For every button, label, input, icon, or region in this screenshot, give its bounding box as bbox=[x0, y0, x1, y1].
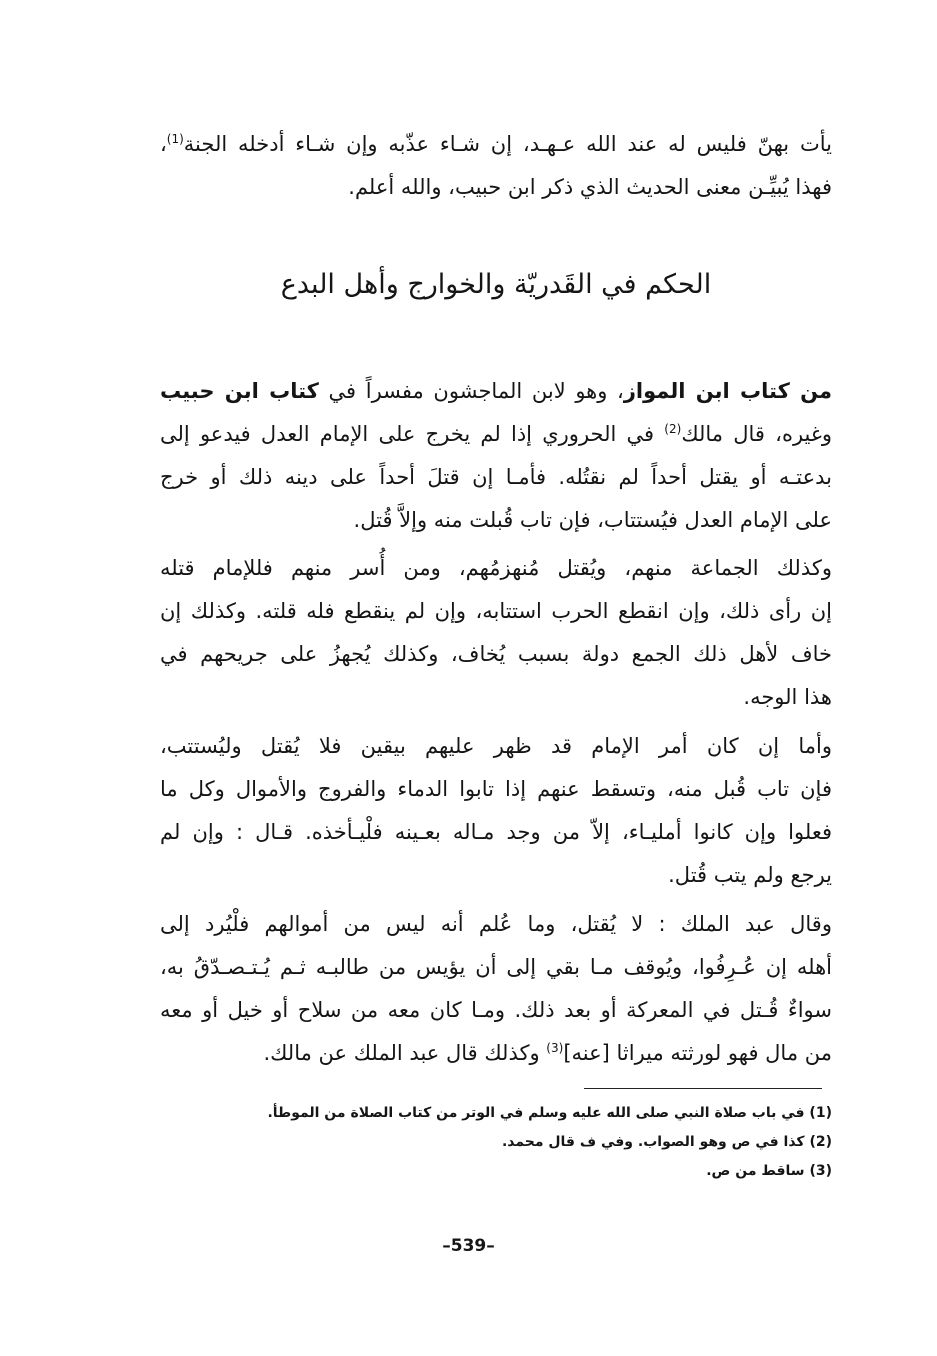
paragraph-4 bbox=[160, 903, 832, 1075]
paragraph-1 bbox=[160, 370, 832, 542]
section-heading: الحكم في القَدريّة والخوارج وأهل البدع bbox=[280, 269, 712, 300]
text-line: وكذلك الجماعة منهم، ويُقتل مُنهزمُهم، ومن أُسر منهم فللإمام قتله bbox=[160, 556, 832, 580]
footnote-marker: (2) bbox=[664, 422, 682, 436]
text-line: على الإمام العدل فيُستتاب، فإن تاب قُبلت منه وإلاَّ قُتل. bbox=[353, 508, 832, 532]
paragraph-3 bbox=[160, 725, 832, 897]
text-line: وغيره، قال مالك$^{(2)}$ في الحروري إذا لم يخرج على الإمام العدل فيدعو إلى bbox=[160, 422, 832, 446]
footnote-separator bbox=[584, 1088, 822, 1089]
footnotes bbox=[160, 1099, 832, 1186]
text-line: فإن تاب قُبل منه، وتسقط عنهم إذا تابوا الدماء والفروج والأموال وكل ما bbox=[160, 777, 832, 801]
text-line: وقال عبد الملك : لا يُقتل، وما عُلم أنه ليس من أموالهم فلْيُرد إلى bbox=[160, 912, 832, 936]
text-line: من مال فهو لورثته ميراثا [عنه]$^{(3)}$ وكذلك قال عبد الملك عن مالك. bbox=[263, 1041, 832, 1065]
text-line: فعلوا وإن كانوا أمليـاء، إلاّ من وجد مـاله بعـينه فلْيـأخذه. قـال : وإن لم bbox=[160, 820, 832, 844]
footnote-marker: (1) bbox=[166, 132, 184, 146]
text-line: سواءٌ قُـتل في المعركة أو بعد ذلك. ومـا كان معه من سلاح أو خيل أو معه bbox=[160, 998, 832, 1022]
paragraph-2 bbox=[160, 547, 832, 719]
footnote: (3) ساقط من ص. bbox=[706, 1163, 832, 1179]
text-line: وأما إن كان أمر الإمام قد ظهر عليهم بيقين فلا يُقتل وليُستتب، bbox=[160, 734, 832, 758]
top-paragraph bbox=[160, 123, 832, 209]
footnote: (1) في باب صلاة النبي صلى الله عليه وسلم في الوتر من كتاب الصلاة من الموطأ. bbox=[267, 1105, 832, 1121]
book-title: كتاب ابن حبيب bbox=[160, 379, 319, 403]
text-line: إن رأى ذلك، وإن انقطع الحرب استتابه، وإن لم ينقطع فله قلته. وكذلك إن bbox=[160, 599, 832, 623]
page-number: –539– bbox=[442, 1236, 495, 1256]
text-line: من كتاب ابن المواز، وهو لابن الماجشون مفسراً في كتاب ابن حبيب bbox=[160, 379, 832, 403]
text-line: هذا الوجه. bbox=[743, 685, 832, 709]
text-line: فهذا يُبيِّـن معنى الحديث الذي ذكر ابن حبيب، والله أعلم. bbox=[348, 175, 832, 199]
text-line: يرجع ولم يتب قُتل. bbox=[668, 863, 832, 887]
text-line: خاف لأهل ذلك الجمع دولة بسبب يُخاف، وكذلك يُجهزُ على جريحهم في bbox=[160, 642, 832, 666]
book-title: من كتاب ابن المواز bbox=[623, 379, 832, 403]
text-line: أهله إن عُـرِفُوا، ويُوقف مـا بقي إلى أن يؤيس من طالبـه ثـم يُـتـصـدّقُ به، bbox=[160, 955, 832, 979]
text-line: يأت بهنّ فليس له عند الله عـهـد، إن شـاء عذّبه وإن شـاء أدخله الجنة$^{(1)}$، bbox=[160, 132, 832, 156]
footnote: (2) كذا في ص وهو الصواب. وفي ف قال محمد. bbox=[501, 1134, 832, 1150]
text-line: بدعتـه أو يقتل أحداً لم نقتُله. فأمـا إن قتلَ أحداً على دينه ذلك أو خرج bbox=[160, 465, 832, 489]
footnote-marker: (3) bbox=[546, 1041, 564, 1055]
